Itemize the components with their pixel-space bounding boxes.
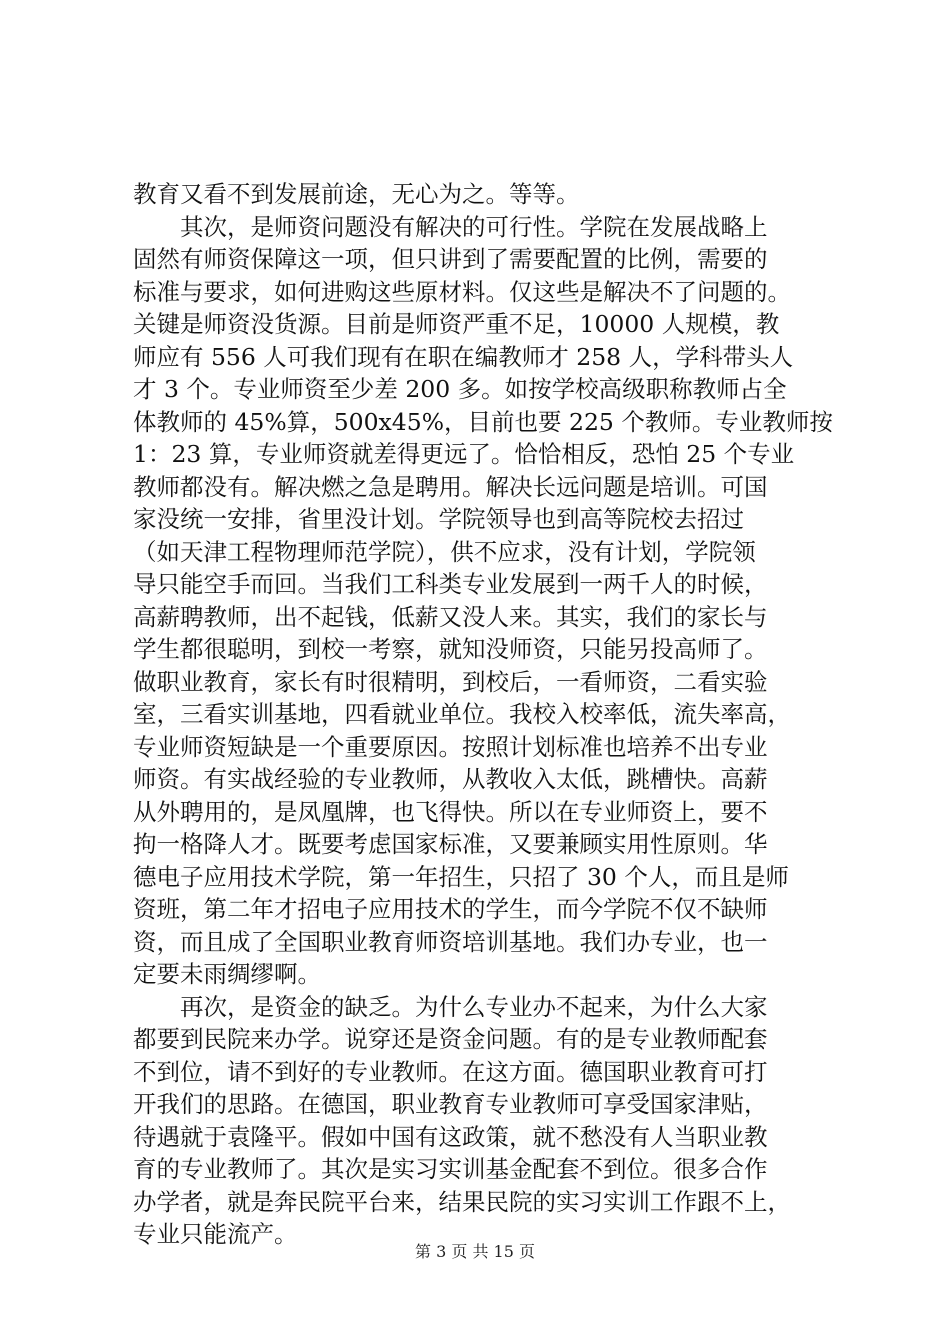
text-line: 师资。有实战经验的专业教师，从教收入太低，跳槽快。高薪 [133,765,768,793]
text-line: 不到位，请不到好的专业教师。在这方面。德国职业教育可打 [133,1057,768,1086]
text-line: 都要到民院来办学。说穿还是资金问题。有的是专业教师配套 [133,1025,768,1053]
text-line: 固然有师资保障这一项，但只讲到了需要配置的比例，需要的 [133,245,768,273]
text-line: 教师都没有。解决燃之急是聘用。解决长远问题是培训。可国 [133,472,768,501]
text-line: 导只能空手而回。当我们工科类专业发展到一两千人的时候， [133,570,768,598]
text-line: 德电子应用技术学院，第一年招生，只招了 30 个人，而且是师 [133,862,789,891]
text-line: 家没统一安排，省里没计划。学院领导也到高等院校去招过 [133,505,744,533]
text-line: 待遇就于袁隆平。假如中国有这政策，就不愁没有人当职业教 [133,1122,768,1151]
text-line: 育的专业教师了。其次是实习实训基金配套不到位。很多合作 [133,1155,768,1183]
text-line: 定要未雨绸缪啊。 [133,960,321,988]
page-number: 第 3 页 共 15 页 [415,1242,535,1261]
text-line: 专业只能流产。 [133,1220,298,1248]
document-body [133,178,853,1251]
text-line: 开我们的思路。在德国，职业教育专业教师可享受国家津贴， [133,1090,768,1118]
text-line: 办学者，就是奔民院平台来，结果民院的实习实训工作跟不上， [133,1187,791,1216]
text-line: 标准与要求，如何进购这些原材料。仅这些是解决不了问题的。 [133,277,791,306]
text-line: 拘一格降人才。既要考虑国家标准，又要兼顾实用性原则。华 [133,830,768,858]
text-line: 资，而且成了全国职业教育师资培训基地。我们办专业，也一 [133,927,768,956]
text-line: 师应有 556 人可我们现有在职在编教师才 258 人，学科带头人 [133,342,794,371]
text-line: 1：23 算，专业师资就差得更远了。恰恰相反，恐怕 25 个专业 [133,440,795,468]
text-line: 做职业教育，家长有时很精明，到校后，一看师资，二看实验 [133,667,768,696]
text-line: 体教师的 45%算，500x45%，目前也要 225 个教师。专业教师按 [133,407,833,436]
text-line: 专业师资短缺是一个重要原因。按照计划标准也培养不出专业 [133,732,768,761]
text-line: 才 3 个。专业师资至少差 200 多。如按学校高级职称教师占全 [133,375,787,403]
text-line: 再次，是资金的缺乏。为什么专业办不起来，为什么大家 [133,992,768,1021]
text-line: 资班，第二年才招电子应用技术的学生，而今学院不仅不缺师 [133,895,768,923]
text-line: 从外聘用的，是凤凰牌，也飞得快。所以在专业师资上，要不 [133,797,768,826]
text-line: 室，三看实训基地，四看就业单位。我校入校率低，流失率高， [133,700,791,728]
text-line: 其次，是师资问题没有解决的可行性。学院在发展战略上 [133,212,768,241]
text-line: 关键是师资没货源。目前是师资严重不足，10000 人规模，教 [133,310,780,338]
text-line: 教育又看不到发展前途，无心为之。等等。 [133,180,580,208]
text-line: 学生都很聪明，到校一考察，就知没师资，只能另投高师了。 [133,635,768,663]
text-line: （如天津工程物理师范学院），供不应求，没有计划，学院领 [133,537,756,566]
text-line: 高薪聘教师，出不起钱，低薪又没人来。其实，我们的家长与 [133,602,768,631]
